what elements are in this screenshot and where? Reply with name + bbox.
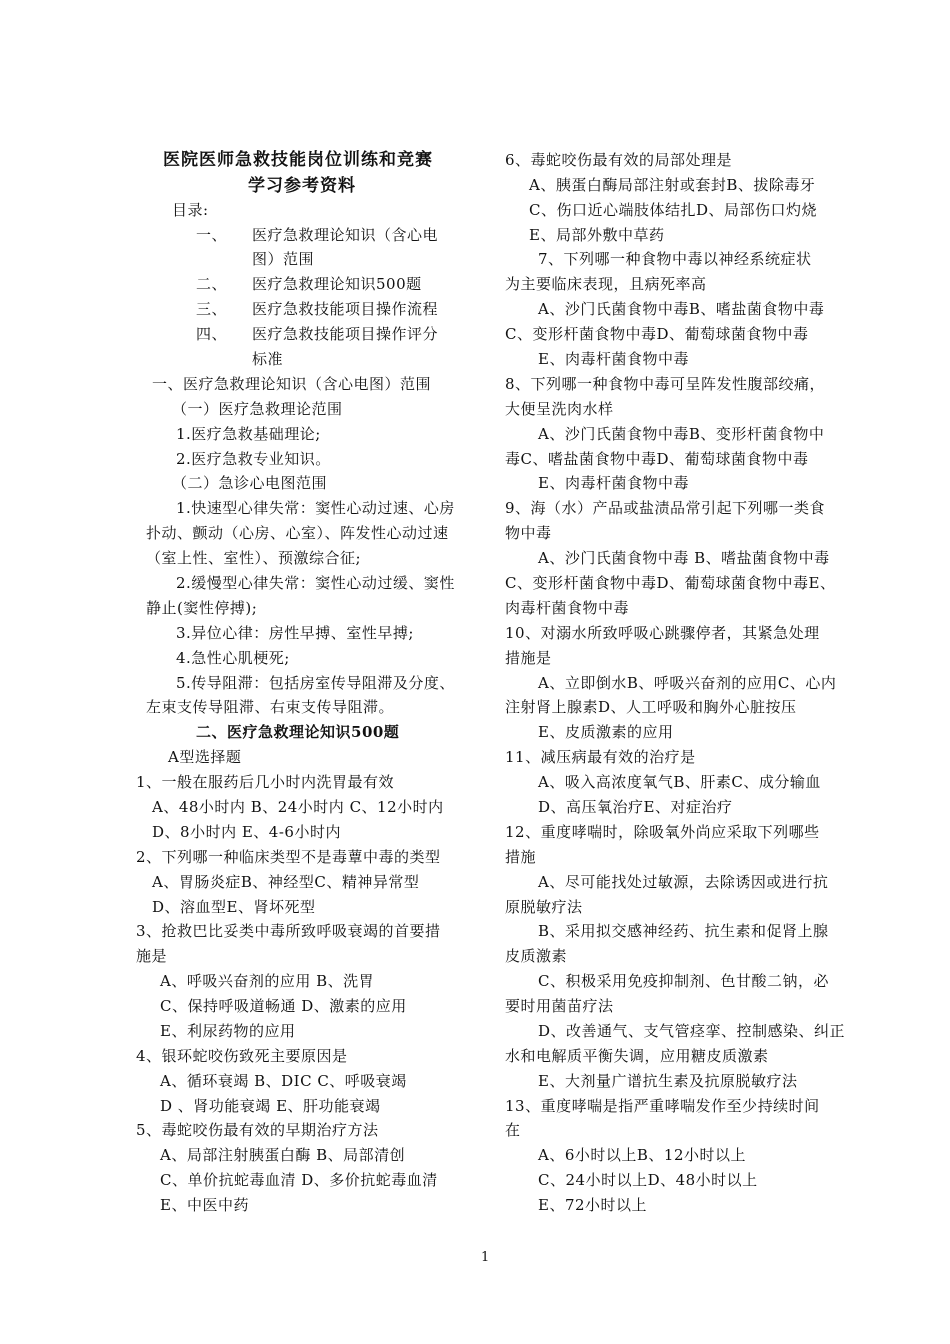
question-options: A、胃肠炎症B、神经型C、精神异常型 [152, 873, 420, 891]
text-line: 1.医疗急救基础理论; [176, 425, 321, 443]
section-heading: 二、医疗急救理论知识500题 [196, 723, 400, 741]
toc-item-text: 医疗急救技能项目操作评分 [252, 325, 439, 343]
text-line: 5.传导阻滞：包括房室传导阻滞及分度、 [176, 674, 455, 692]
question-options: A、沙门氏菌食物中毒 B、嗜盐菌食物中毒 [538, 549, 830, 567]
question-options: 毒C、嗜盐菌食物中毒D、葡萄球菌食物中毒 [505, 450, 809, 468]
question-stem: 在 [505, 1121, 521, 1139]
question-stem: 12、重度哮喘时，除吸氧外尚应采取下列哪些 [505, 823, 820, 841]
question-stem: 7、下列哪一种食物中毒以神经系统症状 [538, 250, 812, 268]
subsection-heading: （一）医疗急救理论范围 [172, 400, 343, 418]
toc-item-number: 二、 [196, 275, 228, 293]
toc-item-number: 四、 [196, 325, 228, 343]
question-options: D、溶血型E、肾坏死型 [152, 898, 316, 916]
question-options: A、尽可能找处过敏源，去除诱因或进行抗 [538, 873, 829, 891]
text-line: 静止(窦性停搏); [146, 599, 258, 617]
question-options: A、沙门氏菌食物中毒B、变形杆菌食物中 [538, 425, 825, 443]
question-options: C、积极采用免疫抑制剂、色甘酸二钠，必 [538, 972, 829, 990]
question-stem: 为主要临床表现，且病死率高 [505, 275, 707, 293]
question-stem: 5、毒蛇咬伤最有效的早期治疗方法 [136, 1121, 379, 1139]
toc-label: 目录: [172, 201, 209, 219]
question-options: E、利尿药物的应用 [160, 1022, 296, 1040]
question-options: C、单价抗蛇毒血清 D、多价抗蛇毒血清 [160, 1171, 438, 1189]
question-options: A、吸入高浓度氧气B、肝素C、成分输血 [538, 773, 821, 791]
question-options: D、8小时内 E、4-6小时内 [152, 823, 341, 841]
question-stem: 2、下列哪一种临床类型不是毒蕈中毒的类型 [136, 848, 441, 866]
text-line: （室上性、室性）、预激综合征; [146, 549, 362, 567]
toc-item-text: 医疗急救理论知识500题 [252, 275, 422, 293]
toc-item-number: 一、 [196, 226, 228, 244]
question-stem: 13、重度哮喘是指严重哮喘发作至少持续时间 [505, 1097, 820, 1115]
question-stem: 物中毒 [505, 524, 552, 542]
question-options: C、变形杆菌食物中毒D、葡萄球菌食物中毒E、 [505, 574, 836, 592]
question-options: E、皮质激素的应用 [538, 723, 674, 741]
question-options: 水和电解质平衡失调，应用糖皮质激素 [505, 1047, 769, 1065]
question-options: 原脱敏疗法 [505, 898, 583, 916]
text-line: 3.异位心律：房性早搏、室性早搏; [176, 624, 414, 642]
question-options: D、改善通气、支气管痉挛、控制感染、纠正 [538, 1022, 846, 1040]
toc-item-text: 医疗急救技能项目操作流程 [252, 300, 439, 318]
question-options: A、胰蛋白酶局部注射或套封B、拔除毒牙 [529, 176, 816, 194]
section-heading: 一、医疗急救理论知识（含心电图）范围 [152, 375, 432, 393]
subsection-heading: （二）急诊心电图范围 [172, 474, 328, 492]
question-stem: 10、对溺水所致呼吸心跳骤停者，其紧急处理 [505, 624, 820, 642]
toc-item-number: 三、 [196, 300, 228, 318]
text-line: 左束支传导阻滞、右束支传导阻滞。 [146, 698, 395, 716]
question-options: C、变形杆菌食物中毒D、葡萄球菌食物中毒 [505, 325, 809, 343]
question-options: C、保持呼吸道畅通 D、激素的应用 [160, 997, 407, 1015]
question-options: E、72小时以上 [538, 1196, 648, 1214]
question-options: C、24小时以上D、48小时以上 [538, 1171, 758, 1189]
toc-item-text: 医疗急救理论知识（含心电 [252, 226, 439, 244]
question-options: D 、肾功能衰竭 E、肝功能衰竭 [160, 1097, 381, 1115]
document-title: 医院医师急救技能岗位训练和竞赛 [163, 150, 433, 170]
question-stem: 9、海（水）产品或盐渍品常引起下列哪一类食 [505, 499, 826, 517]
question-options: E、肉毒杆菌食物中毒 [538, 350, 689, 368]
question-stem: 8、下列哪一种食物中毒可呈阵发性腹部绞痛， [505, 375, 826, 393]
text-line: 扑动、颤动（心房、心室）、阵发性心动过速 [146, 524, 449, 542]
toc-item-text-cont: 图）范围 [252, 250, 315, 268]
text-line: 4.急性心肌梗死; [176, 649, 290, 667]
question-options: A、循环衰竭 B、DIC C、呼吸衰竭 [160, 1072, 407, 1090]
question-options: E、大剂量广谱抗生素及抗原脱敏疗法 [538, 1072, 798, 1090]
question-stem: 11、减压病最有效的治疗是 [505, 748, 696, 766]
question-stem: 措施 [505, 848, 537, 866]
question-options: E、局部外敷中草药 [529, 226, 665, 244]
question-options: 皮质激素 [505, 947, 568, 965]
question-stem: 3、抢救巴比妥类中毒所致呼吸衰竭的首要措 [136, 922, 441, 940]
question-options: 肉毒杆菌食物中毒 [505, 599, 630, 617]
toc-item-text-cont: 标准 [252, 350, 284, 368]
question-options: 注射肾上腺素D、人工呼吸和胸外心脏按压 [505, 698, 797, 716]
question-stem: 措施是 [505, 649, 552, 667]
question-options: C、伤口近心端肢体结扎D、局部伤口灼烧 [529, 201, 818, 219]
question-options: E、中医中药 [160, 1196, 249, 1214]
document-subtitle: 学习参考资料 [248, 176, 356, 196]
question-options: D、高压氧治疗E、对症治疗 [538, 798, 733, 816]
question-options: 要时用菌苗疗法 [505, 997, 614, 1015]
question-options: A、呼吸兴奋剂的应用 B、洗胃 [160, 972, 375, 990]
question-options: A、立即倒水B、呼吸兴奋剂的应用C、心内 [538, 674, 837, 692]
question-options: B、采用拟交感神经药、抗生素和促肾上腺 [538, 922, 829, 940]
text-line: 1.快速型心律失常：窦性心动过速、心房 [176, 499, 455, 517]
question-stem: 6、毒蛇咬伤最有效的局部处理是 [505, 151, 733, 169]
text-line: 2.医疗急救专业知识。 [176, 450, 331, 468]
question-options: A、沙门氏菌食物中毒B、嗜盐菌食物中毒 [538, 300, 825, 318]
question-options: A、局部注射胰蛋白酶 B、局部清创 [160, 1146, 406, 1164]
page-number: 1 [481, 1250, 490, 1265]
question-stem: 4、银环蛇咬伤致死主要原因是 [136, 1047, 348, 1065]
text-line: 2.缓慢型心律失常：窦性心动过缓、窦性 [176, 574, 455, 592]
subsection-heading: A型选择题 [168, 748, 242, 766]
question-options: E、肉毒杆菌食物中毒 [538, 474, 689, 492]
question-options: A、48小时内 B、24小时内 C、12小时内 [152, 798, 444, 816]
question-stem: 大便呈洗肉水样 [505, 400, 614, 418]
question-options: A、6小时以上B、12小时以上 [538, 1146, 746, 1164]
question-stem: 1、一般在服药后几小时内洗胃最有效 [136, 773, 395, 791]
question-stem: 施是 [136, 947, 168, 965]
